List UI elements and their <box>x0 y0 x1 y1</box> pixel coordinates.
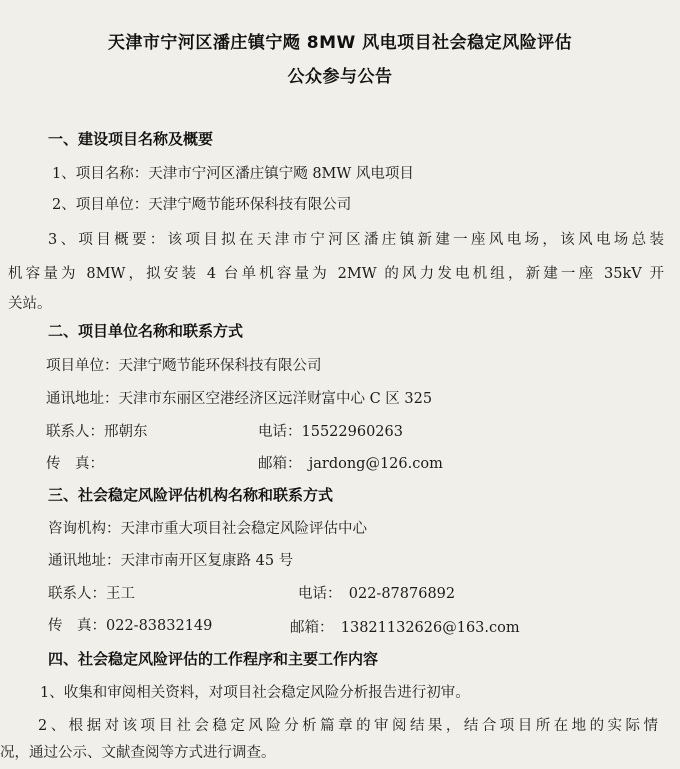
document-title-line-2: 公众参与公告 <box>287 67 393 87</box>
agency-phone: 电话： 022-87876892 <box>298 586 456 602</box>
unit-phone: 电话：15522960263 <box>258 424 403 440</box>
project-overview-line-3: 关站。 <box>8 296 52 312</box>
project-overview-line-2: 机容量为 8MW，拟安装 4 台单机容量为 2MW 的风力发电机组，新建一座 35kV 开 <box>8 266 664 282</box>
agency-address-line: 通讯地址：天津市南开区复康路 45 号 <box>48 553 294 569</box>
agency-email: 邮箱： 13821132626@163.com <box>290 620 520 636</box>
project-unit-line: 2、项目单位：天津宁飏节能环保科技有限公司 <box>52 197 352 213</box>
project-name-line: 1、项目名称：天津市宁河区潘庄镇宁飏 8MW 风电项目 <box>52 166 414 182</box>
agency-name-line: 咨询机构：天津市重大项目社会稳定风险评估中心 <box>48 521 367 537</box>
unit-email: 邮箱： jardong@126.com <box>258 456 443 472</box>
section-2-heading: 二、项目单位名称和联系方式 <box>48 322 244 340</box>
agency-fax: 传 真：022-83832149 <box>48 618 213 634</box>
document-title-line-1: 天津市宁河区潘庄镇宁飏 8MW 风电项目社会稳定风险评估 <box>107 33 573 53</box>
section-4-heading: 四、社会稳定风险评估的工作程序和主要工作内容 <box>48 650 379 668</box>
work-item-2-line-2: 况，通过公示、文献查阅等方式进行调查。 <box>0 745 276 761</box>
section-3-heading: 三、社会稳定风险评估机构名称和联系方式 <box>48 486 334 504</box>
agency-contact-person: 联系人：王工 <box>48 586 135 602</box>
unit-fax: 传 真： <box>46 456 104 472</box>
unit-name-line: 项目单位：天津宁飏节能环保科技有限公司 <box>46 358 322 374</box>
project-overview-line-1: 3、项目概要：该项目拟在天津市宁河区潘庄镇新建一座风电场，该风电场总装 <box>48 232 664 248</box>
unit-address-line: 通讯地址：天津市东丽区空港经济区远洋财富中心 C 区 325 <box>46 391 433 407</box>
section-1-heading: 一、建设项目名称及概要 <box>48 130 214 148</box>
unit-contact-person: 联系人：邢朝东 <box>46 424 148 440</box>
work-item-2-line-1: 2、根据对该项目社会稳定风险分析篇章的审阅结果，结合项目所在地的实际情 <box>38 718 658 734</box>
work-item-1: 1、收集和审阅相关资料，对项目社会稳定风险分析报告进行初审。 <box>40 685 470 701</box>
